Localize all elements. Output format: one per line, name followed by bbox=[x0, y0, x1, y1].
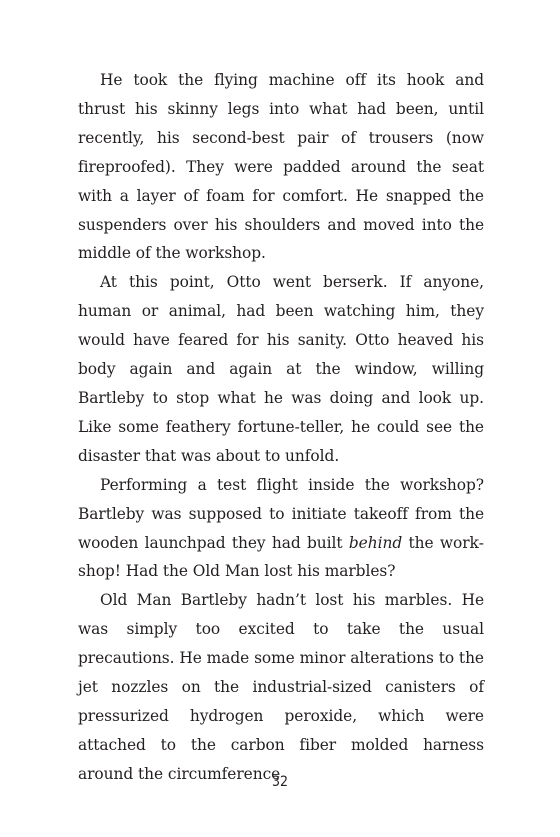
paragraph bbox=[78, 586, 484, 788]
paragraph bbox=[78, 268, 484, 470]
paragraph-text: At this point, Otto went berserk. If anyone, human or animal, had been watching him, they would have feared for his sanity. Otto heaved his body again and again at the window, willing Bartleby to stop what he was doing and look up. Like some feathery fortune-teller, he could see the disaster that was about to unfold. bbox=[78, 273, 484, 465]
body-text bbox=[78, 66, 484, 789]
paragraph-text: Old Man Bartleby hadn’t lost his marbles. He was simply too excited to take the usual precautions. He made some minor alterations to the jet nozzles on the industrial-sized canisters of pressurized hydrogen peroxide, which were attached to the carbon fiber molded harness around the circumference bbox=[78, 591, 484, 783]
page-number: 32 bbox=[271, 774, 289, 790]
paragraph-text: the workshop! Had the Old Man lost his marbles? bbox=[78, 533, 484, 581]
paragraph-text: He took the flying machine off its hook and thrust his skinny legs into what had been, until recently, his second-best pair of trousers (now fireproofed). They were padded around the seat with a layer of foam for comfort. He snapped the suspenders over his shoulders and moved into the middle of the workshop. bbox=[78, 71, 484, 263]
paragraph bbox=[78, 66, 484, 268]
paragraph bbox=[78, 471, 484, 587]
paragraph-text: Performing a test flight inside the workshop? Bartleby was supposed to initiate takeoff from the wooden launchpad they had built bbox=[78, 475, 484, 552]
emphasis-text: behind bbox=[348, 533, 403, 552]
